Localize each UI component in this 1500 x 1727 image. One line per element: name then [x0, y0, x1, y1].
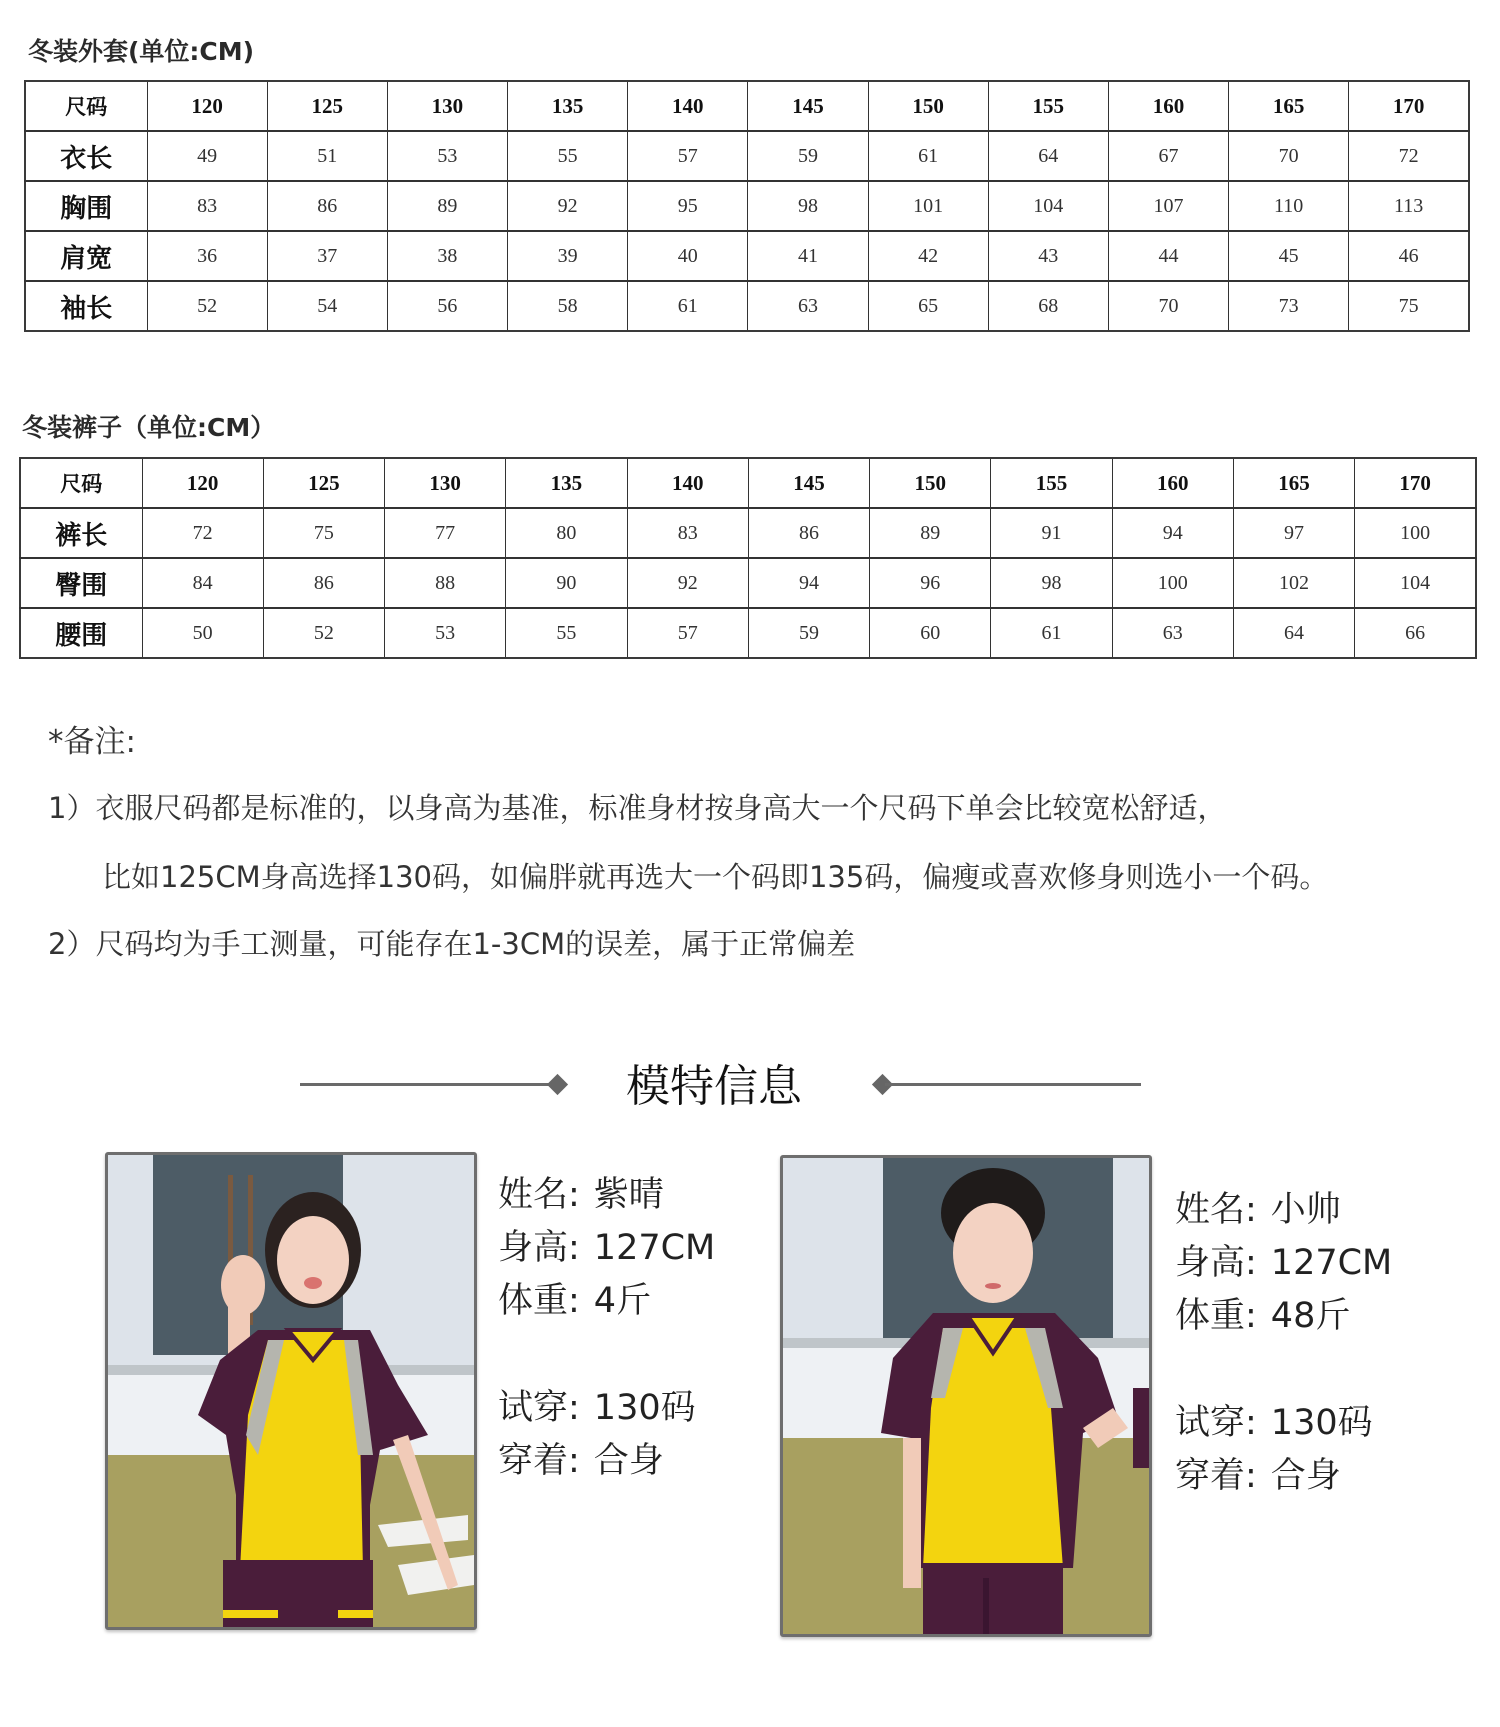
value-cell: 68	[988, 281, 1108, 331]
size-cell: 150	[868, 81, 988, 131]
size-cell: 140	[628, 81, 748, 131]
note-line-1: 1）衣服尺码都是标准的，以身高为基准，标准身材按身高大一个尺码下单会比较宽松舒适，	[48, 791, 1227, 825]
info-row-name	[498, 1167, 664, 1217]
value-cell: 44	[1108, 231, 1228, 281]
info-value: 4斤	[593, 1281, 652, 1321]
size-cell: 155	[988, 81, 1108, 131]
size-cell: 165	[1233, 458, 1354, 508]
table-row	[25, 131, 1469, 181]
value-cell: 104	[1355, 558, 1476, 608]
size-cell: 165	[1229, 81, 1349, 131]
info-value: 127CM	[593, 1228, 716, 1268]
value-cell: 77	[385, 508, 506, 558]
value-cell: 55	[508, 131, 628, 181]
value-cell: 52	[147, 281, 267, 331]
size-cell: 155	[991, 458, 1112, 508]
jacket-table-title: 冬装外套(单位:CM)	[28, 37, 255, 66]
value-cell: 61	[628, 281, 748, 331]
value-cell: 73	[1229, 281, 1349, 331]
info-key: 身高:	[1175, 1243, 1257, 1283]
info-row-height	[498, 1220, 715, 1270]
value-cell: 63	[1112, 608, 1233, 658]
info-key: 姓名:	[1175, 1190, 1257, 1230]
info-row-height	[1175, 1235, 1392, 1285]
row-label: 腰围	[20, 608, 142, 658]
info-value: 合身	[1270, 1456, 1341, 1496]
value-cell: 90	[506, 558, 627, 608]
info-key: 体重:	[498, 1281, 580, 1321]
value-cell: 36	[147, 231, 267, 281]
value-cell: 41	[748, 231, 868, 281]
info-row-trial-size	[1175, 1395, 1373, 1445]
value-cell: 102	[1233, 558, 1354, 608]
value-cell: 98	[748, 181, 868, 231]
header-label: 尺码	[20, 458, 142, 508]
row-label: 臀围	[20, 558, 142, 608]
value-cell: 43	[988, 231, 1108, 281]
divider-line-left	[300, 1083, 550, 1086]
value-cell: 107	[1108, 181, 1228, 231]
value-cell: 61	[868, 131, 988, 181]
value-cell: 75	[263, 508, 384, 558]
jacket-size-table	[24, 80, 1470, 332]
size-cell: 135	[508, 81, 628, 131]
note-line-2: 比如125CM身高选择130码，如偏胖就再选大一个码即135码，偏瘦或喜欢修身则选小一个码。	[102, 860, 1329, 894]
value-cell: 45	[1229, 231, 1349, 281]
info-value: 130码	[1270, 1403, 1373, 1443]
value-cell: 72	[142, 508, 263, 558]
size-cell: 170	[1349, 81, 1469, 131]
info-key: 试穿:	[498, 1388, 580, 1428]
info-key: 身高:	[498, 1228, 580, 1268]
row-label: 裤长	[20, 508, 142, 558]
value-cell: 53	[385, 608, 506, 658]
value-cell: 80	[506, 508, 627, 558]
value-cell: 53	[387, 131, 507, 181]
value-cell: 64	[988, 131, 1108, 181]
value-cell: 64	[1233, 608, 1354, 658]
value-cell: 113	[1349, 181, 1469, 231]
value-cell: 92	[627, 558, 748, 608]
value-cell: 59	[748, 131, 868, 181]
diamond-icon-left	[547, 1074, 568, 1095]
size-cell: 120	[142, 458, 263, 508]
size-cell: 120	[147, 81, 267, 131]
row-label: 肩宽	[25, 231, 147, 281]
notes-heading: *备注:	[48, 724, 136, 760]
value-cell: 58	[508, 281, 628, 331]
value-cell: 97	[1233, 508, 1354, 558]
value-cell: 95	[628, 181, 748, 231]
value-cell: 100	[1112, 558, 1233, 608]
value-cell: 56	[387, 281, 507, 331]
value-cell: 40	[628, 231, 748, 281]
row-label: 衣长	[25, 131, 147, 181]
value-cell: 70	[1108, 281, 1228, 331]
value-cell: 52	[263, 608, 384, 658]
value-cell: 65	[868, 281, 988, 331]
size-cell: 135	[506, 458, 627, 508]
info-key: 试穿:	[1175, 1403, 1257, 1443]
table-row	[20, 558, 1476, 608]
info-value: 127CM	[1270, 1243, 1393, 1283]
value-cell: 110	[1229, 181, 1349, 231]
info-value: 130码	[593, 1388, 696, 1428]
value-cell: 84	[142, 558, 263, 608]
table-header-row	[25, 81, 1469, 131]
info-row-weight	[1175, 1288, 1350, 1338]
value-cell: 86	[263, 558, 384, 608]
value-cell: 91	[991, 508, 1112, 558]
info-row-weight	[498, 1273, 651, 1323]
section-title: 模特信息	[626, 1061, 802, 1112]
value-cell: 100	[1355, 508, 1476, 558]
table-row	[20, 608, 1476, 658]
divider-line-right	[885, 1083, 1141, 1086]
value-cell: 67	[1108, 131, 1228, 181]
info-value: 48斤	[1270, 1296, 1351, 1336]
info-value: 紫晴	[593, 1175, 664, 1215]
size-cell: 150	[870, 458, 991, 508]
value-cell: 92	[508, 181, 628, 231]
value-cell: 86	[748, 508, 869, 558]
value-cell: 94	[1112, 508, 1233, 558]
table-header-row	[20, 458, 1476, 508]
header-label: 尺码	[25, 81, 147, 131]
size-cell: 130	[385, 458, 506, 508]
value-cell: 55	[506, 608, 627, 658]
value-cell: 39	[508, 231, 628, 281]
row-label: 胸围	[25, 181, 147, 231]
info-row-fit	[1175, 1448, 1341, 1498]
info-key: 穿着:	[498, 1441, 580, 1481]
value-cell: 75	[1349, 281, 1469, 331]
table-row	[25, 281, 1469, 331]
info-key: 体重:	[1175, 1296, 1257, 1336]
value-cell: 61	[991, 608, 1112, 658]
value-cell: 42	[868, 231, 988, 281]
table-row	[25, 181, 1469, 231]
value-cell: 59	[748, 608, 869, 658]
value-cell: 89	[387, 181, 507, 231]
value-cell: 51	[267, 131, 387, 181]
info-row-trial-size	[498, 1380, 696, 1430]
boy-model-photo	[780, 1155, 1152, 1637]
value-cell: 38	[387, 231, 507, 281]
size-cell: 125	[263, 458, 384, 508]
value-cell: 98	[991, 558, 1112, 608]
value-cell: 66	[1355, 608, 1476, 658]
value-cell: 94	[748, 558, 869, 608]
value-cell: 46	[1349, 231, 1469, 281]
pants-size-table	[19, 457, 1477, 659]
value-cell: 63	[748, 281, 868, 331]
size-cell: 160	[1112, 458, 1233, 508]
value-cell: 101	[868, 181, 988, 231]
value-cell: 86	[267, 181, 387, 231]
size-cell: 145	[748, 81, 868, 131]
value-cell: 83	[627, 508, 748, 558]
size-cell: 160	[1108, 81, 1228, 131]
value-cell: 37	[267, 231, 387, 281]
pants-table-title: 冬装裤子（单位:CM）	[22, 413, 276, 442]
value-cell: 70	[1229, 131, 1349, 181]
value-cell: 57	[628, 131, 748, 181]
info-key: 穿着:	[1175, 1456, 1257, 1496]
value-cell: 49	[147, 131, 267, 181]
value-cell: 50	[142, 608, 263, 658]
info-value: 小帅	[1270, 1190, 1341, 1230]
size-cell: 130	[387, 81, 507, 131]
table-row	[20, 508, 1476, 558]
value-cell: 72	[1349, 131, 1469, 181]
boy-photo-illustration	[783, 1158, 1149, 1634]
value-cell: 83	[147, 181, 267, 231]
size-cell: 125	[267, 81, 387, 131]
info-value: 合身	[593, 1441, 664, 1481]
value-cell: 88	[385, 558, 506, 608]
girl-photo-illustration	[108, 1155, 474, 1627]
size-cell: 170	[1355, 458, 1476, 508]
value-cell: 57	[627, 608, 748, 658]
value-cell: 96	[870, 558, 991, 608]
info-key: 姓名:	[498, 1175, 580, 1215]
value-cell: 89	[870, 508, 991, 558]
info-row-name	[1175, 1182, 1341, 1232]
value-cell: 54	[267, 281, 387, 331]
info-row-fit	[498, 1433, 664, 1483]
size-cell: 145	[748, 458, 869, 508]
note-line-3: 2）尺码均为手工测量，可能存在1-3CM的误差，属于正常偏差	[48, 927, 856, 961]
row-label: 袖长	[25, 281, 147, 331]
value-cell: 60	[870, 608, 991, 658]
table-row	[25, 231, 1469, 281]
girl-model-photo	[105, 1152, 477, 1630]
value-cell: 104	[988, 181, 1108, 231]
size-cell: 140	[627, 458, 748, 508]
